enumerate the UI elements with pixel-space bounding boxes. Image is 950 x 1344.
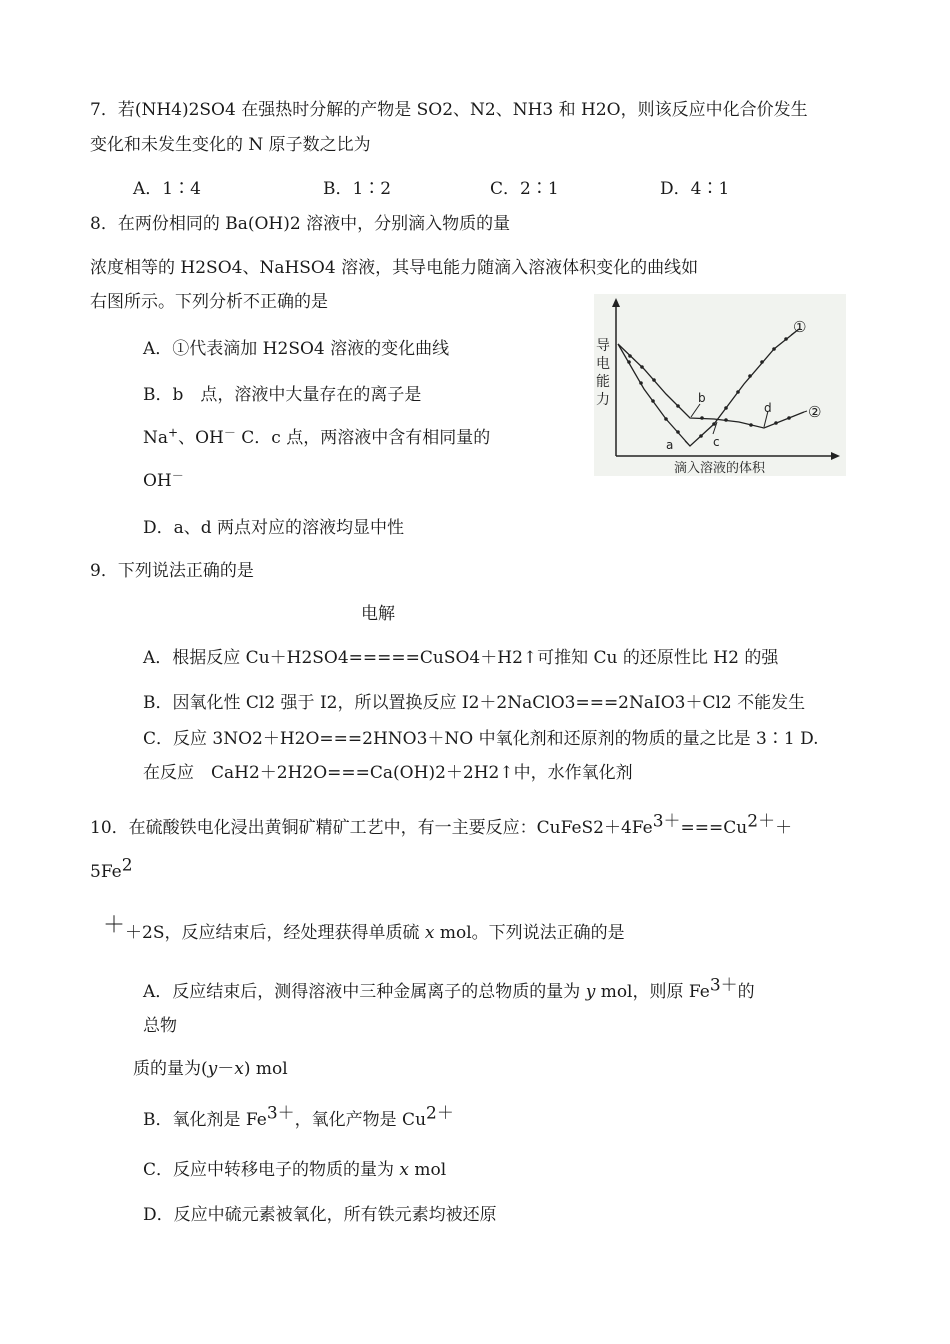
curve-2 (618, 344, 804, 428)
q9-option-b: B．因氧化性 Cl2 强于 I2，所以置换反应 I2＋2NaClO3===2NaIO3＋Cl2 不能发生 (143, 693, 806, 713)
q10-option-c: C．反应中转移电子的物质的量为 x mol (143, 1160, 447, 1180)
q7-line2: 变化和未发生变化的 N 原子数之比为 (90, 135, 371, 155)
curve-1 (618, 329, 799, 446)
conductivity-figure (594, 294, 846, 476)
q10-line3: ＋＋2S，反应结束后，经处理获得单质硫 x mol。下列说法正确的是 (103, 913, 625, 943)
curve-1-label: ① (793, 318, 807, 336)
q9-electrolysis-label: 电解 (361, 604, 395, 624)
point-label-b: b (698, 391, 706, 405)
q10-option-a-line3: 质的量为(y－x) mol (133, 1059, 288, 1079)
q8-option-a: A．①代表滴加 H2SO4 溶液的变化曲线 (143, 339, 450, 359)
q7-option-a: A．1∶4 (133, 179, 201, 199)
point-label-c: c (713, 435, 720, 449)
q7-option-b: B．1∶2 (323, 179, 392, 199)
q8-line2: 浓度相等的 H2SO4、NaHSO4 溶液，其导电能力随滴入溶液体积变化的曲线如 (90, 258, 699, 278)
curve-points (627, 337, 791, 438)
y-axis-arrow (612, 298, 620, 307)
q10-option-a-line2: 总物 (143, 1016, 177, 1036)
q7-option-c: C．2∶1 (490, 179, 559, 199)
curve-2-label: ② (808, 403, 822, 421)
q10-option-d: D．反应中硫元素被氧化，所有铁元素均被还原 (143, 1205, 497, 1225)
q9-line1: 9．下列说法正确的是 (90, 561, 254, 581)
x-axis-arrow (831, 452, 840, 460)
q9-option-d: 在反应 CaH2＋2H2O===Ca(OH)2＋2H2↑中，水作氧化剂 (143, 763, 633, 783)
point-label-a: a (666, 438, 674, 452)
y-axis-label-2: 电 (596, 356, 610, 372)
q8-line3: 右图所示。下列分析不正确的是 (90, 292, 328, 312)
q8-option-c-line2: OH－ (143, 468, 184, 491)
q10-line1: 10．在硫酸铁电化浸出黄铜矿精矿工艺中，有一主要反应：$CuFeS2+4Fe^{3+}===Cu^{2+}+$ (90, 811, 793, 838)
y-axis-label-3: 能 (596, 374, 610, 390)
conductivity-graph (594, 294, 846, 476)
q9-option-a: A．根据反应 Cu＋H2SO4=====CuSO4＋H2↑可推知 Cu 的还原性比 H2 的强 (143, 648, 779, 668)
q10-option-b: B．氧化剂是 $Fe^{3+}$，氧化产物是 $Cu^{2+}$ (143, 1103, 454, 1130)
q9-option-c: C．反应 3NO2＋H2O===2HNO3＋NO 中氧化剂和还原剂的物质的量之比是 3∶1 D. (143, 729, 819, 749)
y-axis-label-1: 导 (596, 338, 610, 354)
q8-option-b-line2: Na+、OH－ C．c 点，两溶液中含有相同量的 (143, 425, 491, 448)
q7-option-d: D．4∶1 (660, 179, 730, 199)
y-axis-label-4: 力 (596, 392, 610, 408)
point-label-d: d (764, 401, 772, 415)
q8-line1: 8．在两份相同的 Ba(OH)2 溶液中，分别滴入物质的量 (90, 214, 511, 234)
q8-option-d: D．a、d 两点对应的溶液均显中性 (143, 518, 405, 538)
q10-line2: 5Fe$^2$ (90, 855, 133, 882)
q7-line1: 7．若(NH4)2SO4 在强热时分解的产物是 SO2、N2、NH3 和 H2O，则该反应中化合价发生 (90, 100, 808, 120)
q10-option-a-line1: A．反应结束后，测得溶液中三种金属离子的总物质的量为 y mol，则原 $Fe^{3+}$的 (143, 975, 755, 1002)
q8-option-b-line1: B．b 点，溶液中大量存在的离子是 (143, 385, 422, 405)
x-axis-label: 滴入溶液的体积 (674, 461, 766, 476)
